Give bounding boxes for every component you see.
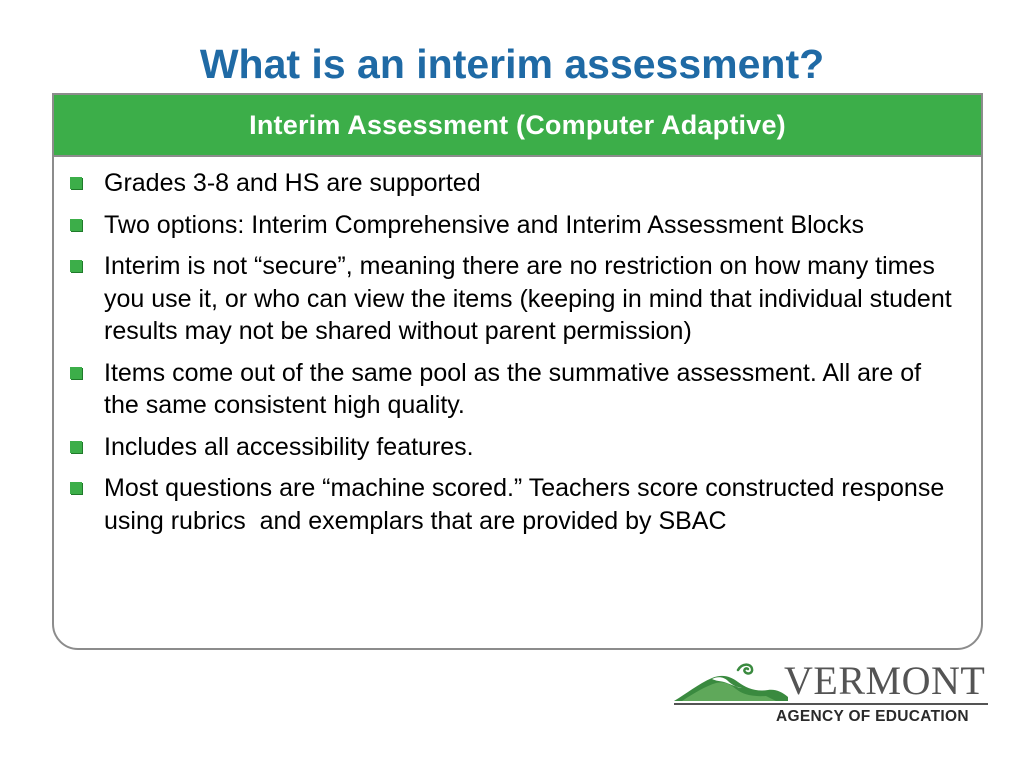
list-item — [70, 357, 961, 422]
square-bullet-icon — [70, 482, 82, 494]
panel-header — [54, 95, 981, 157]
bullet-text: Interim is not “secure”, meaning there are no restriction on how many times you use it, or who can view the items (keeping in mind that individual student results may not be shared without parent permission) — [104, 252, 959, 345]
list-item — [70, 431, 961, 464]
bullet-text: Grades 3-8 and HS are supported — [104, 169, 481, 197]
square-bullet-icon — [70, 177, 82, 189]
content-panel — [52, 93, 983, 650]
square-bullet-icon — [70, 219, 82, 231]
list-item — [70, 250, 961, 348]
bullet-text: Most questions are “machine scored.” Teachers score constructed response using rubrics and exemplars that are provided by SBAC — [104, 474, 952, 535]
logo-wordmark: VERMONT — [784, 658, 986, 703]
list-item — [70, 167, 961, 200]
panel-header-label: Interim Assessment (Computer Adaptive) — [249, 109, 786, 140]
bullet-list — [54, 157, 981, 537]
bullet-text: Includes all accessibility features. — [104, 432, 474, 461]
vermont-logo — [672, 660, 992, 730]
list-item — [70, 209, 961, 242]
slide-title: What is an interim assessment? — [199, 41, 825, 87]
square-bullet-icon — [70, 260, 82, 272]
logo-subtitle: AGENCY OF EDUCATION — [776, 708, 969, 725]
bullet-text: Two options: Interim Comprehensive and Interim Assessment Blocks — [104, 210, 865, 239]
square-bullet-icon — [70, 367, 82, 379]
logo-divider — [674, 703, 988, 705]
bullet-text: Items come out of the same pool as the summative assessment. All are of the same consistent high quality. — [104, 358, 928, 419]
square-bullet-icon — [70, 441, 82, 453]
mountain-logo-icon — [672, 660, 790, 704]
list-item — [70, 472, 961, 537]
